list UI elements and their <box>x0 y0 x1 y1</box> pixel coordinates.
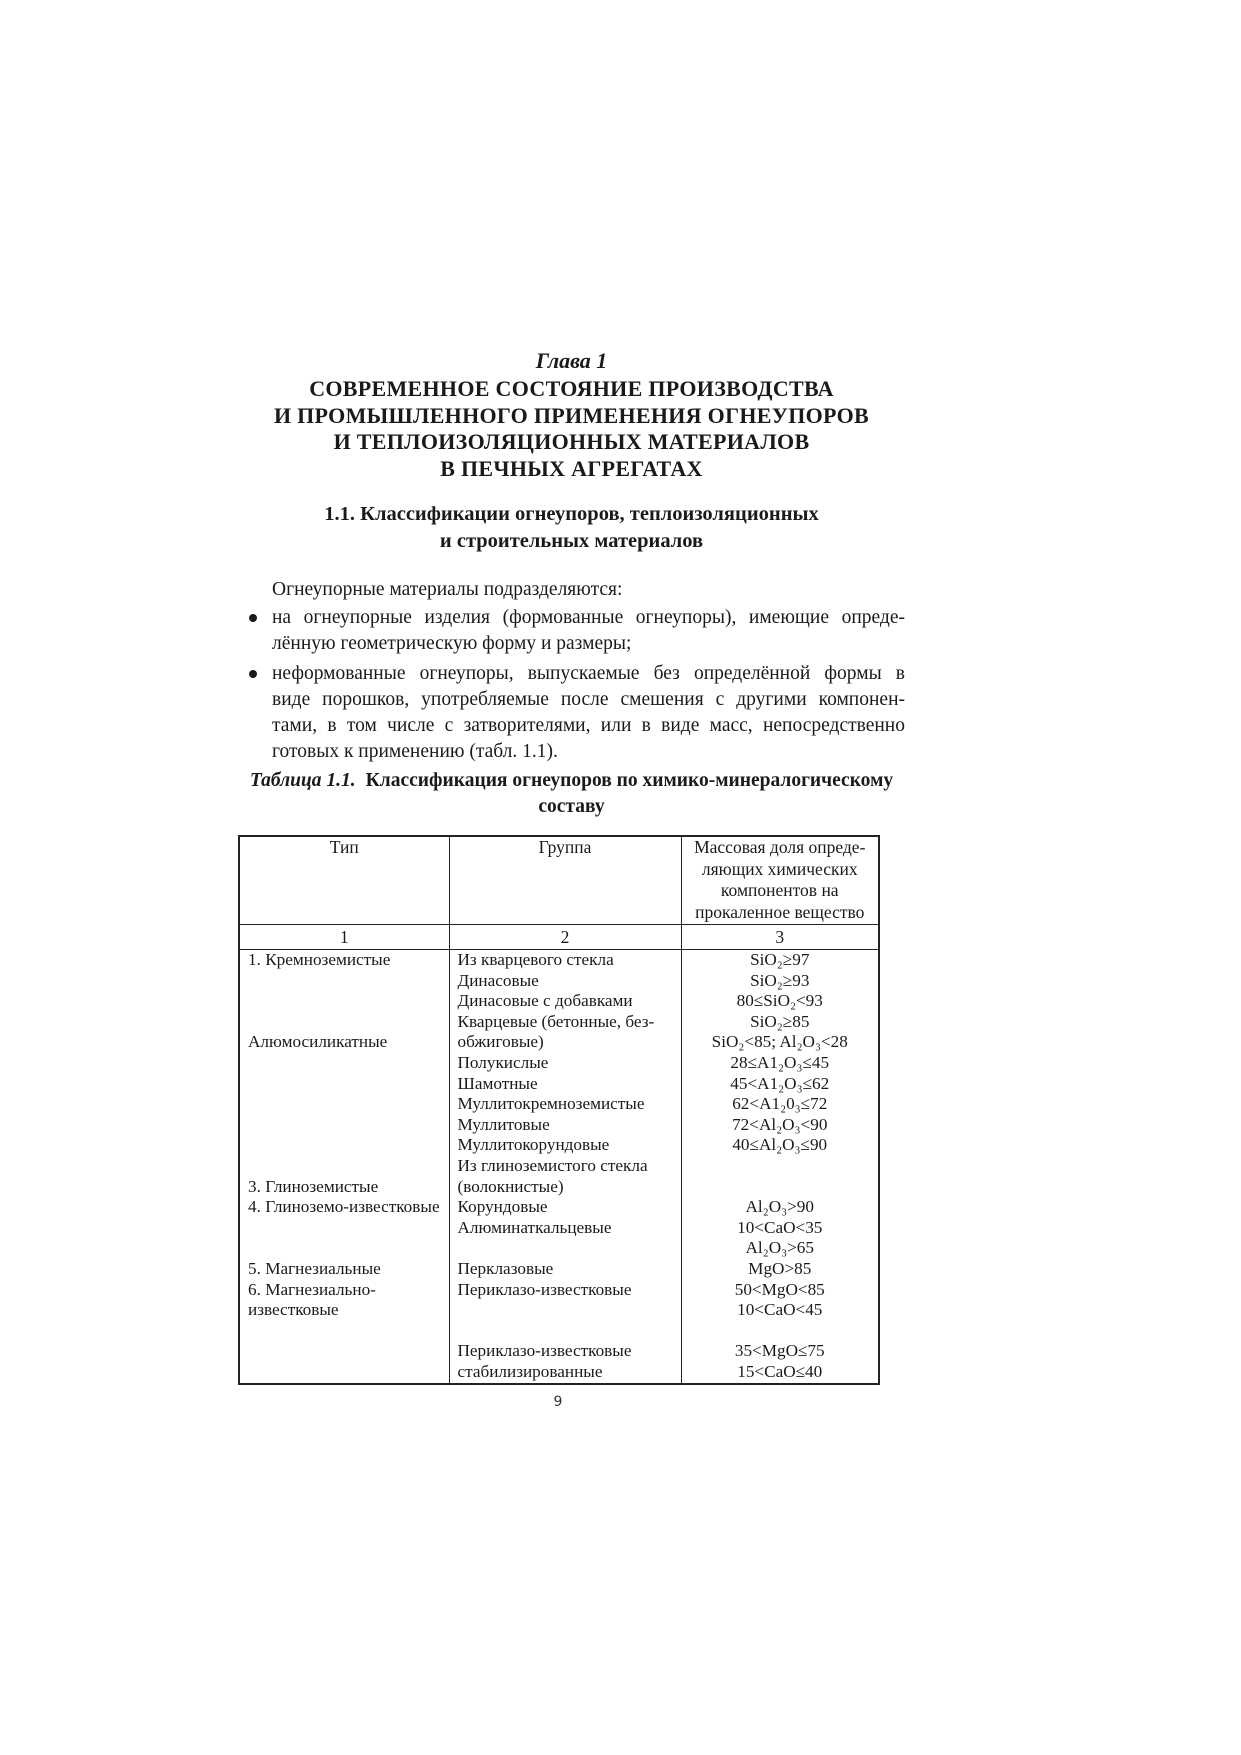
bullet-text-line: неформованные огнеупоры, выпускаемые без определённой формы в <box>272 663 905 684</box>
table-line: стабилизированные <box>457 1361 603 1381</box>
table-line: 40≤Al₂O₃≤90 <box>732 1135 828 1155</box>
table-header-type: Тип <box>239 836 449 925</box>
section-title-line: 1.1. Классификации огнеупоров, теплоизоляционных <box>324 503 819 525</box>
table-line <box>240 1074 449 1095</box>
table-caption <box>238 768 905 820</box>
table-line <box>682 1321 879 1342</box>
column-number: 2 <box>449 925 681 950</box>
table-caption-text: Классификация огнеупоров по химико-минералогическому <box>365 770 894 791</box>
table-line <box>450 1238 681 1259</box>
table-line: SiO₂≥85 <box>750 1011 810 1031</box>
column-number: 1 <box>239 925 449 950</box>
table-line: Из кварцевого стекла <box>457 950 614 969</box>
bullet-icon <box>249 614 257 622</box>
bullet-item <box>238 661 905 765</box>
table-line: 72<Al₂O₃<90 <box>732 1114 828 1134</box>
table-line: Динасовые <box>457 970 539 990</box>
table-line <box>240 1321 449 1342</box>
table-line <box>682 1177 879 1198</box>
table-header-row <box>239 836 879 925</box>
table-line <box>240 1135 449 1156</box>
bullet-text-line: тами, в том числе с затворителями, или в виде масс, непосредственно <box>272 715 905 736</box>
bullet-text <box>272 661 905 765</box>
table-line: SiO₂≥97 <box>750 950 810 969</box>
table-line <box>240 1115 449 1136</box>
table-line: обжиговые) <box>457 1032 544 1052</box>
table-line: Al₂O₃>65 <box>745 1238 814 1258</box>
chapter-title-line: В ПЕЧНЫХ АГРЕГАТАХ <box>440 455 703 481</box>
table-line <box>240 1238 449 1259</box>
page-number: 9 <box>553 1394 563 1410</box>
column-number: 3 <box>681 925 879 950</box>
bullet-text-line: лённую геометрическую форму и размеры; <box>272 633 632 654</box>
table-line <box>240 1053 449 1074</box>
table-line <box>240 1218 449 1239</box>
bullet-text-line: готовых к применению (табл. 1.1). <box>272 741 558 762</box>
table-line: Корундовые <box>457 1197 548 1217</box>
table-line <box>450 1321 681 1342</box>
table-line: Динасовые с добавками <box>457 991 633 1011</box>
chapter-title-line: И ПРОМЫШЛЕННОГО ПРИМЕНЕНИЯ ОГНЕУПОРОВ <box>273 402 870 428</box>
table-line <box>240 1012 449 1033</box>
table-line: (волокнистые) <box>457 1176 564 1196</box>
table-line: SiO₂<85; Al₂O₃<28 <box>711 1032 848 1052</box>
table-header-group: Группа <box>449 836 681 925</box>
bullet-text <box>272 605 905 657</box>
table-line: Периклазо-известковые <box>457 1341 632 1361</box>
table-line: 6. Магнезиально- <box>248 1279 376 1299</box>
table-line: 1. Кремноземистые <box>248 950 391 969</box>
chapter-title-line: И ТЕПЛОИЗОЛЯЦИОННЫХ МАТЕРИАЛОВ <box>333 429 810 454</box>
section-title-line: и строительных материалов <box>439 530 704 552</box>
table-line: 10<CaO<35 <box>737 1217 823 1237</box>
table-body-composition-column <box>681 950 879 1385</box>
table-line: Перклазовые <box>457 1258 554 1278</box>
table-line: 28≤A1₂O₃≤45 <box>730 1052 830 1072</box>
chapter-label: Глава 1 <box>535 348 608 373</box>
table-line: 62<A1₂0₃≤72 <box>732 1094 828 1114</box>
bullet-icon <box>249 670 257 678</box>
table-line: Полукислые <box>457 1052 549 1072</box>
chapter-title-line: СОВРЕМЕННОЕ СОСТОЯНИЕ ПРОИЗВОДСТВА <box>309 376 834 401</box>
table-line: 45<A1₂O₃≤62 <box>730 1073 830 1093</box>
table-line: Из глиноземистого стекла <box>457 1155 648 1175</box>
table-line: 5. Магнезиальные <box>248 1258 381 1278</box>
table-line: Периклазо-известковые <box>457 1279 632 1299</box>
table-line <box>240 971 449 992</box>
table-line <box>240 991 449 1012</box>
classification-table <box>238 835 880 1385</box>
table-line: Кварцевые (бетонные, без- <box>457 1011 655 1031</box>
bullet-text-line: на огнеупорные изделия (формованные огнеупоры), имеющие опреде- <box>272 607 905 628</box>
table-line: 15<CaO≤40 <box>737 1361 823 1381</box>
section-title <box>238 501 905 555</box>
table-header-line: прокаленное вещество <box>695 901 865 922</box>
table-line <box>240 1156 449 1177</box>
table-line: MgO>85 <box>748 1258 812 1278</box>
table-line: Алюмосиликатные <box>248 1032 388 1052</box>
table-line: известковые <box>248 1300 339 1320</box>
table-line: 50<MgO<85 <box>734 1279 825 1299</box>
table-line: 35<MgO≤75 <box>734 1341 825 1361</box>
table-line: Шамотные <box>457 1073 538 1093</box>
table-line: 4. Глиноземо-известковые <box>248 1197 440 1217</box>
table-body-group-column <box>449 950 681 1385</box>
table-line: 10<CaO<45 <box>737 1300 823 1320</box>
table-caption-line: составу <box>538 796 605 817</box>
table-line <box>240 1094 449 1115</box>
table-line <box>240 1362 449 1383</box>
table-column-number-row <box>239 925 879 950</box>
table-line <box>240 1341 449 1362</box>
table-line: Муллитовые <box>457 1114 550 1134</box>
intro-paragraph: Огнеупорные материалы подразделяются: <box>272 579 623 600</box>
table-line <box>682 1156 879 1177</box>
table-line: Муллитокремноземистые <box>457 1094 645 1114</box>
table-caption-label: Таблица 1.1. <box>249 770 356 791</box>
table-body-row <box>239 950 879 1385</box>
table-header-line: компонентов на <box>720 880 839 900</box>
table-line: 80≤SiO₂<93 <box>736 991 823 1011</box>
table-line: Муллитокорундовые <box>457 1135 610 1155</box>
table-line: SiO₂≥93 <box>750 970 810 990</box>
table-line: Al₂O₃>90 <box>745 1197 814 1217</box>
table-line <box>450 1300 681 1321</box>
table-body-type-column <box>239 950 449 1385</box>
table-caption-line <box>238 768 905 794</box>
table-header-line: Массовая доля опреде- <box>694 837 866 857</box>
bullet-text-line: виде порошков, употребляемые после смешения с другими компонен- <box>272 689 905 710</box>
table-header-line: ляющих химических <box>701 858 858 879</box>
chapter-title <box>238 376 905 482</box>
bullet-item <box>238 605 905 657</box>
table-header-mass-fraction <box>681 836 879 925</box>
table-line: Алюминаткальцевые <box>457 1217 612 1237</box>
table-line: 3. Глиноземистые <box>248 1176 379 1196</box>
